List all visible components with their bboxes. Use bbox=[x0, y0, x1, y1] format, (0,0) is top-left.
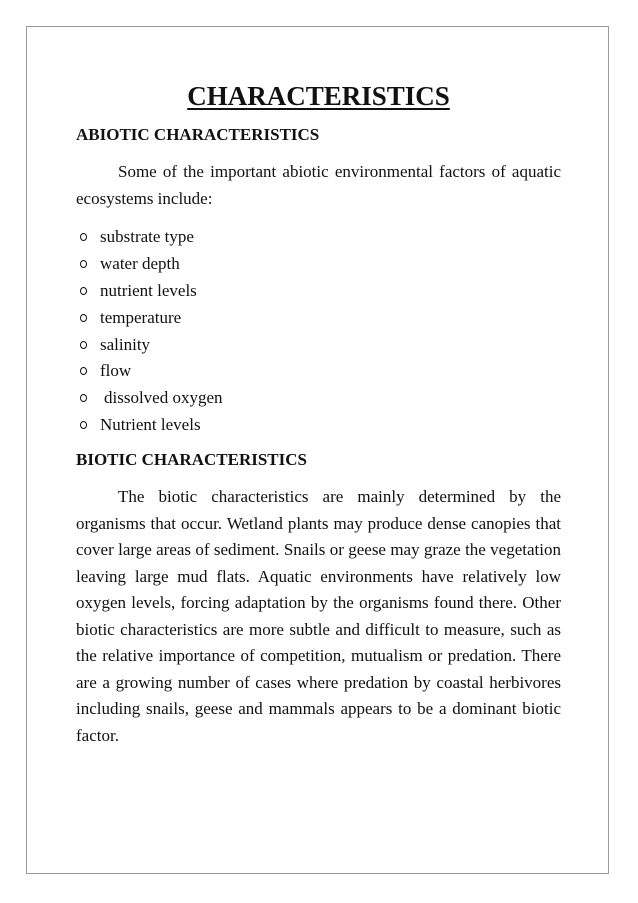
list-item-label: substrate type bbox=[100, 227, 194, 246]
list-item-label: temperature bbox=[100, 307, 182, 327]
page-title: CHARACTERISTICS bbox=[187, 81, 450, 111]
biotic-paragraph: The biotic characteristics are mainly determined by the organisms that occur. Wetland plants may produce dense canopies that cover large areas of sediment. Snails or geese may graze the vegetation leaving large mud flats. Aquatic environments have relatively low oxygen levels, forcing adaptation by the organisms found there. Other biotic characteristics are more subtle and difficult to measure, such as the relative importance of competition, mutualism or predation. There are a growing number of cases where predation by coastal herbivores including snails, geese and mammals appears to be a dominant biotic factor. bbox=[76, 487, 561, 745]
list-item-label: dissolved oxygen bbox=[104, 388, 223, 408]
bullet-icon bbox=[80, 367, 87, 375]
list-item-label: salinity bbox=[100, 334, 151, 354]
document-body bbox=[76, 80, 561, 749]
abiotic-factor-list bbox=[76, 224, 561, 439]
list-item bbox=[76, 224, 561, 251]
bullet-icon bbox=[80, 287, 87, 295]
bullet-icon bbox=[80, 260, 87, 268]
list-item bbox=[76, 332, 561, 359]
bullet-icon bbox=[80, 394, 87, 402]
list-item-label: flow bbox=[100, 361, 132, 381]
abiotic-intro-paragraph: Some of the important abiotic environmental factors of aquatic ecosystems include: bbox=[76, 162, 561, 208]
biotic-heading: BIOTIC CHARACTERISTICS bbox=[76, 450, 307, 470]
list-item-label: Nutrient levels bbox=[100, 415, 201, 435]
list-item bbox=[76, 385, 561, 412]
list-item bbox=[76, 305, 561, 332]
bullet-icon bbox=[80, 341, 87, 349]
list-item bbox=[76, 358, 561, 385]
list-item-label: water depth bbox=[100, 253, 180, 273]
bullet-icon bbox=[80, 314, 87, 322]
list-item-label: nutrient levels bbox=[100, 280, 197, 300]
list-item bbox=[76, 278, 561, 305]
list-item bbox=[76, 251, 561, 278]
list-item bbox=[76, 412, 561, 439]
bullet-icon bbox=[80, 421, 87, 429]
abiotic-heading: ABIOTIC CHARACTERISTICS bbox=[76, 125, 320, 144]
bullet-icon bbox=[80, 233, 87, 241]
